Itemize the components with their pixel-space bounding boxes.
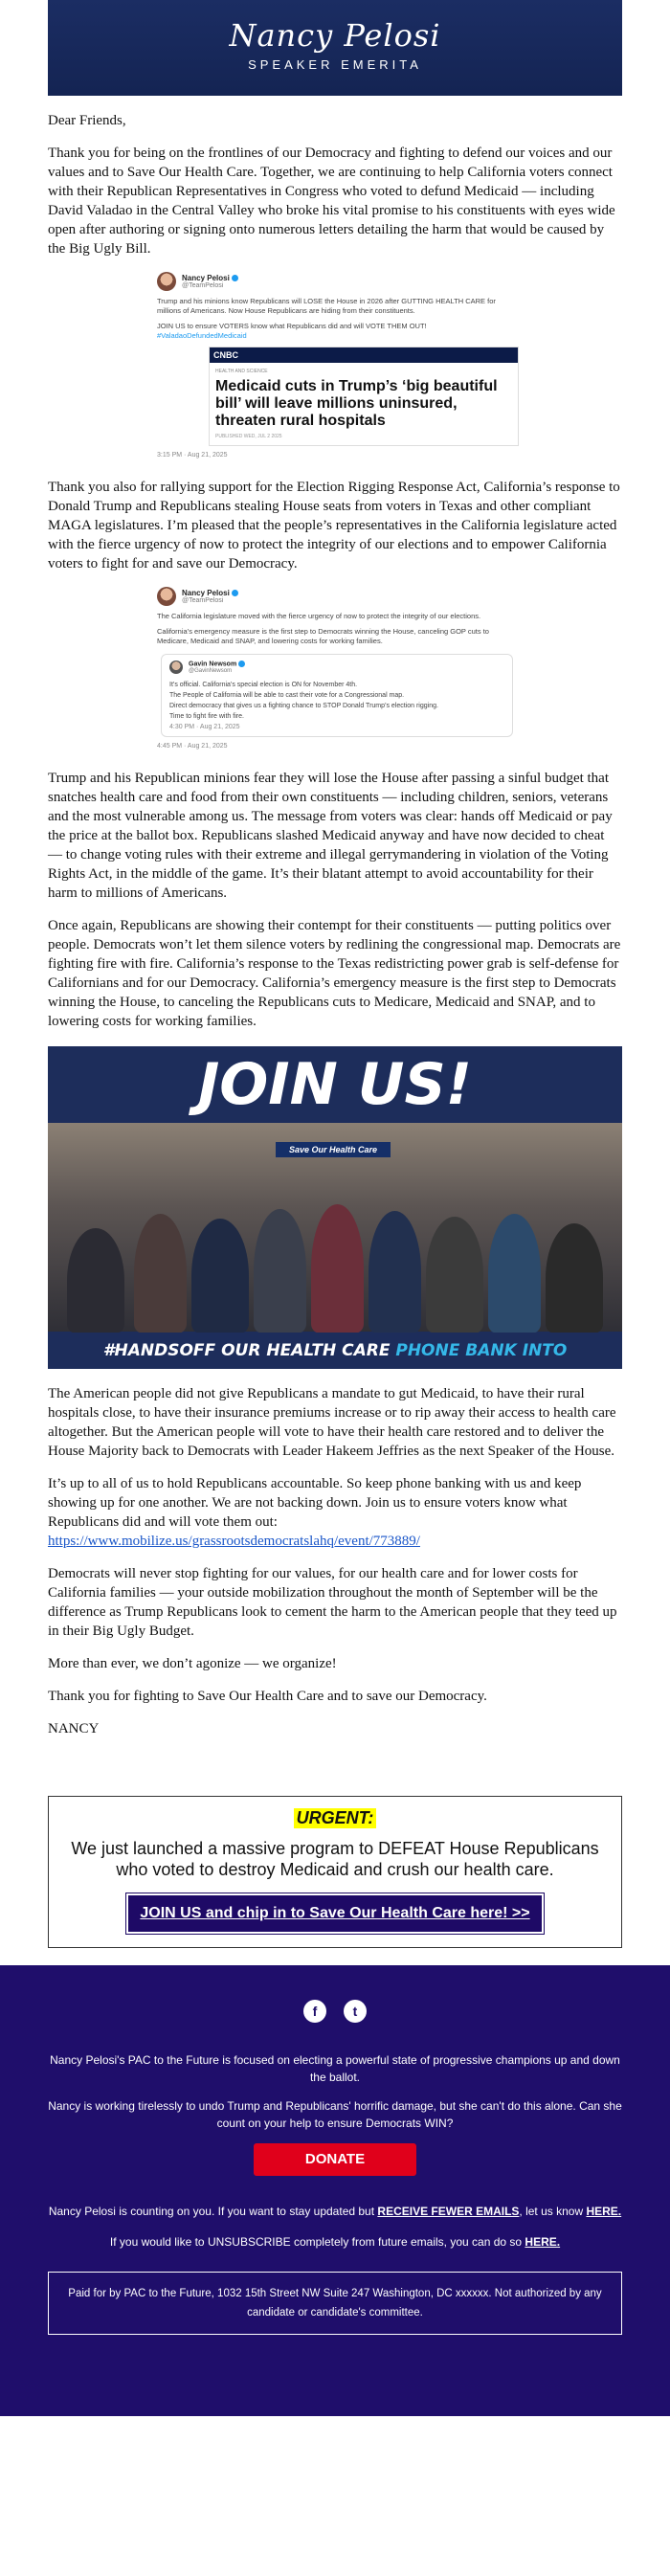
paragraph-8: More than ever, we don’t agonize — we organize! xyxy=(48,1656,337,1671)
quote-line: The People of California will be able to cast their vote for a Congressional map. xyxy=(169,692,405,699)
sign-off: NANCY xyxy=(48,1721,100,1736)
tweet-timestamp: 4:45 PM · Aug 21, 2025 xyxy=(157,743,228,750)
verified-icon xyxy=(238,661,245,667)
tweet-text-2: JOIN US to ensure VOTERS know what Republicans did and will VOTE THEM OUT! #ValadaoDefundedMedicaid xyxy=(157,322,427,340)
embedded-tweet-1[interactable] xyxy=(157,272,513,459)
paragraph-3: Trump and his Republican minions fear they will lose the House after passing a sinful budget that snatches health care and food from their own constituents — including children, seniors, veterans and the most vulnerable among us. The message from voters was clear: hands off Medicaid or pay the price at the ballot box. Republicans slashed Medicaid anyway and have now decided to cheat — to change voting rules with their extreme and illegal gerrymandering in violation of the Voting Rights Act, in the middle of the game. It’s their blatant attempt to avoid accountability for their harm to millions of Americans. xyxy=(48,771,613,901)
quote-handle: @GavinNewsom xyxy=(189,667,233,674)
embedded-tweet-2[interactable] xyxy=(157,587,513,750)
tweet-timestamp: 3:15 PM · Aug 21, 2025 xyxy=(157,452,228,459)
urgent-label: URGENT: xyxy=(294,1808,377,1828)
twitter-icon[interactable]: t xyxy=(344,2000,367,2023)
facebook-icon[interactable]: f xyxy=(303,2000,326,2023)
footer-line-4: If you would like to UNSUBSCRIBE completely from future emails, you can do so HERE. xyxy=(109,2235,561,2249)
quote-line: Time to fight fire with fire. xyxy=(169,713,244,720)
banner-footer-b: PHONE BANK INTO xyxy=(395,1341,568,1360)
banner-title: JOIN US! xyxy=(197,1051,473,1118)
quote-line: Direct democracy that gives us a fighting chance to STOP Donald Trump’s election rigging. xyxy=(169,703,438,709)
mobilize-link[interactable]: https://www.mobilize.us/grassrootsdemocratslahq/event/773889/ xyxy=(48,1534,420,1549)
paragraph-2: Thank you also for rallying support for the Election Rigging Response Act, California’s response to Donald Trump and Republicans stealing House seats from voters in Texas and other compliant MAGA legislatures. I’m pleased that the people’s representatives in the California legislature acted with the fierce urgency of now to protect the integrity of our elections and to empower California voters to fight for and save our Democracy. xyxy=(48,480,620,571)
banner-sign: Save Our Health Care xyxy=(276,1142,391,1157)
tweet-handle: @TeamPelosi xyxy=(182,282,224,289)
tweet-author: Nancy Pelosi xyxy=(182,274,230,282)
cnbc-logo: CNBC xyxy=(210,347,518,363)
banner-footer xyxy=(48,1333,622,1369)
tweet-hashtag[interactable]: #ValadaoDefundedMedicaid xyxy=(157,331,247,340)
crowd-photo xyxy=(48,1123,622,1332)
banner-footer-a: #HANDSOFF OUR HEALTH CARE xyxy=(102,1341,391,1360)
unsubscribe-link[interactable]: HERE. xyxy=(525,2235,561,2249)
quote-timestamp: 4:30 PM · Aug 21, 2025 xyxy=(169,724,240,730)
paragraph-6: It’s up to all of us to hold Republicans accountable. So keep phone banking with us and keep showing up for one another. We are not backing down. Join us to ensure voters know what Republicans did and will vote them out: https://www.mobilize.us/grassrootsdemocratslahq/event/773889/ xyxy=(48,1476,582,1549)
avatar xyxy=(157,272,176,291)
verified-icon xyxy=(232,590,238,596)
footer xyxy=(0,1965,670,2416)
paragraph-1: Thank you for being on the frontlines of our Democracy and fighting to defend our voices and our values and to Save Our Health Care. Together, we are continuing to help California voters connect with their Republican Representatives in Congress who voted to defund Medicaid — including David Valadao in the Central Valley who broke his vital promise to his constituents with eyes wide open after authoring or signing onto numerous letters detailing the harm that would be caused by the Big Ugly Bill. xyxy=(48,146,615,257)
fewer-emails-link[interactable]: RECEIVE FEWER EMAILS xyxy=(377,2205,520,2218)
paragraph-9: Thank you for fighting to Save Our Health Care and to save our Democracy. xyxy=(48,1689,487,1704)
masthead-subtitle: SPEAKER EMERITA xyxy=(248,57,422,72)
tweet-text-2: California’s emergency measure is the first step to Democrats winning the House, canceling GOP cuts to Medicare, Medicaid and SNAP, and lowering costs for working families. xyxy=(157,627,489,645)
tweet-handle: @TeamPelosi xyxy=(182,597,224,604)
verified-icon xyxy=(232,275,238,281)
urgent-text: We just launched a massive program to DEFEAT House Republicans who voted to destroy Medicaid and crush our health care. xyxy=(71,1839,599,1879)
footer-line-1: Nancy Pelosi's PAC to the Future is focused on electing a powerful state of progressive champions up and down the ballot. xyxy=(50,2053,620,2084)
avatar xyxy=(157,587,176,606)
paragraph-4: Once again, Republicans are showing their contempt for their constituents — putting politics over people. Democrats won’t let them silence voters by redlining the congressional map. Democrats are fighting fire with fire. California’s response to the Texas redistricting power grab is self-defense for Californians and for our Democracy. California’s emergency measure is the first step to Democrats winning the House, to canceling the Republicans cuts to Medicare, Medicaid and SNAP, and to lowering costs for working families. xyxy=(48,918,621,1029)
footer-line-2: Nancy is working tirelessly to undo Trump and Republicans' horrific damage, but she can't do this alone. Can she count on your help to ensure Democrats WIN? xyxy=(48,2099,622,2130)
join-us-banner[interactable] xyxy=(48,1046,622,1369)
quoted-tweet[interactable] xyxy=(161,654,513,737)
quote-line: It’s official. California’s special election is ON for November 4th. xyxy=(169,682,358,688)
tweet-text: The California legislature moved with the fierce urgency of now to protect the integrity of our elections. xyxy=(157,612,481,620)
masthead xyxy=(48,0,622,96)
letter-body xyxy=(48,111,622,1738)
card-kicker: HEALTH AND SCIENCE xyxy=(215,369,268,374)
paragraph-5: The American people did not give Republicans a mandate to gut Medicaid, to have their rural hospitals close, to have their insurance premiums increase or to rip away their access to health care altogether. But the American people will vote to have their health care restored and to deliver the House Majority back to Democrats with Leader Hakeem Jeffries as the next Speaker of the House. xyxy=(48,1386,616,1459)
donate-button[interactable]: DONATE xyxy=(254,2143,416,2176)
paid-for-disclaimer: Paid for by PAC to the Future, 1032 15th Street NW Suite 247 Washington, DC xxxxxx. Not authorized by any candidate or candidate's committee. xyxy=(48,2272,622,2335)
fewer-emails-here-link[interactable]: HERE. xyxy=(586,2205,622,2218)
paragraph-7: Democrats will never stop fighting for our values, for our health care and for lower costs for California families — your outside mobilization throughout the month of September will be the difference as Trump Republicans look to cement the harm to the American people that they teed up in their Big Ugly Budget. xyxy=(48,1566,617,1639)
urgent-box xyxy=(48,1796,622,1948)
footer-line-3: Nancy Pelosi is counting on you. If you want to stay updated but RECEIVE FEWER EMAILS, let us know HERE. xyxy=(48,2205,622,2218)
card-date: PUBLISHED WED, JUL 2 2025 xyxy=(215,434,282,439)
card-headline: Medicaid cuts in Trump’s ‘big beautiful bill’ will leave millions uninsured, threaten rural hospitals xyxy=(215,378,498,429)
link-card[interactable] xyxy=(209,347,519,446)
chip-in-button[interactable]: JOIN US and chip in to Save Our Health Care here! >> xyxy=(126,1893,543,1934)
greeting: Dear Friends, xyxy=(48,113,126,128)
tweet-text: Trump and his minions know Republicans will LOSE the House in 2026 after GUTTING HEALTH CARE for millions of Americans. Now House Republicans are hiding from their constituents. xyxy=(157,297,496,315)
avatar xyxy=(169,661,183,674)
quote-author: Gavin Newsom xyxy=(189,661,237,668)
signature-logo: Nancy Pelosi xyxy=(229,17,441,54)
tweet-author: Nancy Pelosi xyxy=(182,589,230,597)
